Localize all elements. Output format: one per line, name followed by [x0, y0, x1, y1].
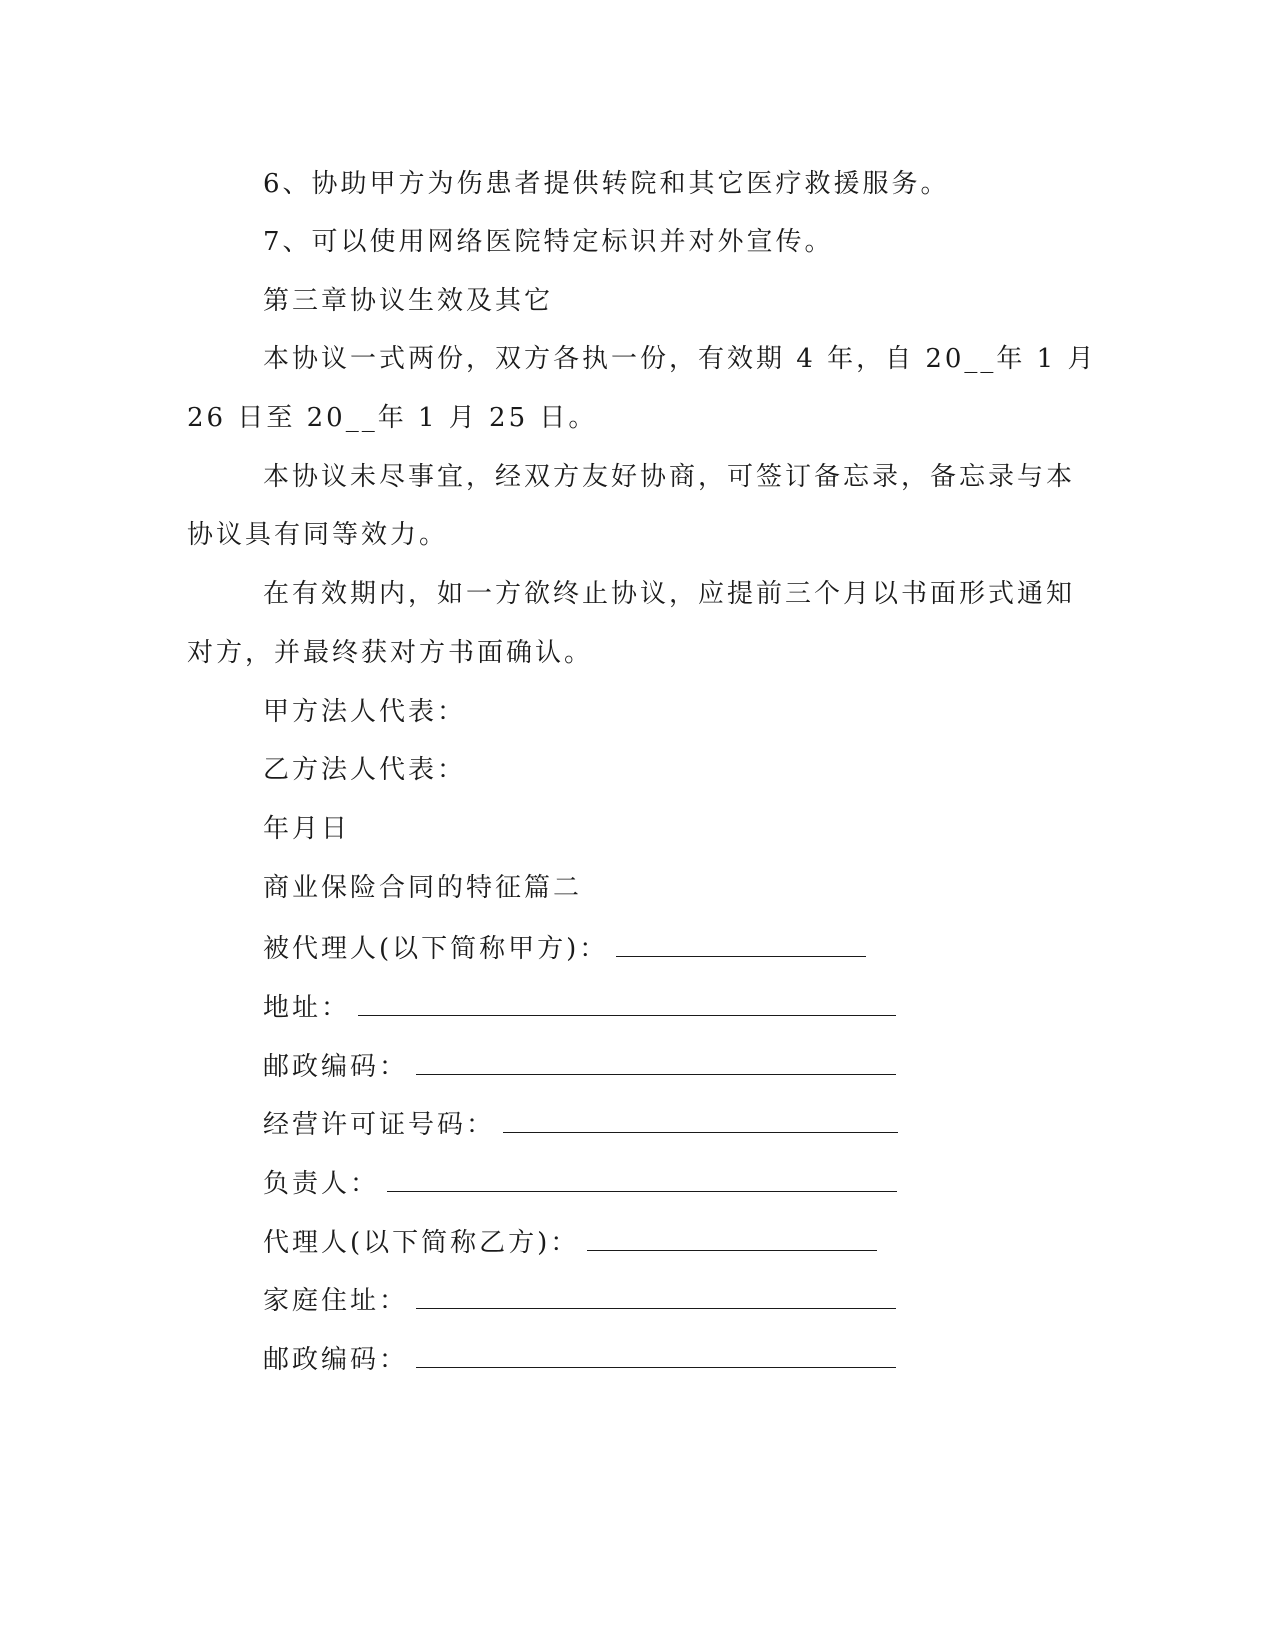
principal-field	[263, 930, 866, 965]
license-blank	[503, 1106, 898, 1133]
postcode-label-1: 邮政编码：	[263, 1052, 409, 1082]
party-a-representative: 甲方法人代表：	[263, 697, 467, 727]
home-address-label: 家庭住址：	[263, 1286, 409, 1316]
home-address-blank	[416, 1282, 896, 1309]
agent-field	[263, 1224, 877, 1259]
date-line: 年月日	[263, 814, 351, 844]
paragraph-item-7: 7、可以使用网络医院特定标识并对外宣传。	[263, 227, 834, 257]
address-field	[263, 989, 896, 1024]
paragraph-item-6: 6、协助甲方为伤患者提供转院和其它医疗救援服务。	[263, 169, 950, 199]
memo-paragraph-line2: 协议具有同等效力。	[187, 520, 449, 550]
section-title: 商业保险合同的特征篇二	[263, 873, 583, 903]
home-address-field	[263, 1282, 896, 1317]
responsible-blank	[387, 1165, 897, 1192]
responsible-label: 负责人：	[263, 1169, 380, 1199]
memo-paragraph-line1: 本协议未尽事宜，经双方友好协商，可签订备忘录，备忘录与本	[263, 462, 1076, 492]
address-label: 地址：	[263, 993, 351, 1023]
postcode-field-1	[263, 1048, 896, 1083]
postcode-blank-1	[416, 1048, 896, 1075]
validity-paragraph-line1: 本协议一式两份，双方各执一份，有效期 4 年，自 20__年 1 月	[263, 344, 1097, 374]
license-field	[263, 1106, 898, 1141]
postcode-label-2: 邮政编码：	[263, 1345, 409, 1375]
principal-label: 被代理人(以下简称甲方)：	[263, 934, 609, 964]
license-label: 经营许可证号码：	[263, 1110, 496, 1140]
responsible-field	[263, 1165, 897, 1200]
validity-paragraph-line2: 26 日至 20__年 1 月 25 日。	[187, 403, 598, 433]
agent-label: 代理人(以下简称乙方)：	[263, 1228, 580, 1258]
principal-blank	[616, 930, 866, 957]
address-blank	[358, 989, 896, 1016]
party-b-representative: 乙方法人代表：	[263, 755, 467, 785]
termination-paragraph-line2: 对方，并最终获对方书面确认。	[187, 638, 594, 668]
termination-paragraph-line1: 在有效期内，如一方欲终止协议，应提前三个月以书面形式通知	[263, 579, 1076, 609]
postcode-field-2	[263, 1341, 896, 1376]
postcode-blank-2	[416, 1341, 896, 1368]
agent-blank	[587, 1224, 877, 1251]
chapter-heading: 第三章协议生效及其它	[263, 286, 554, 316]
